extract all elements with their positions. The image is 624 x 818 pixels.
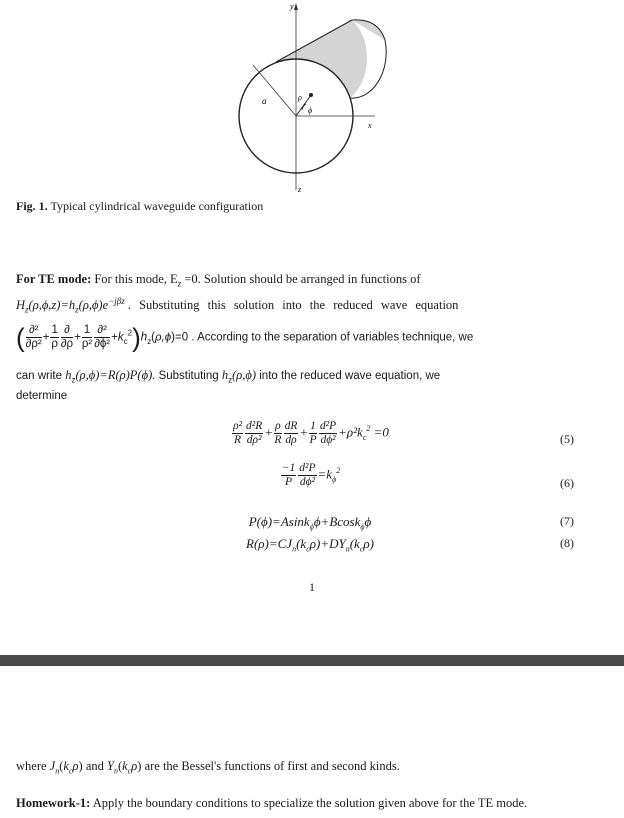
caption-text: Typical cylindrical waveguide configuration — [50, 199, 264, 213]
te-line-4: can write $h_z(\rho,\phi)=R(\rho)P(\phi)$. Substituting $h_z(\rho,\phi)$ into the reduced wave equation, we — [16, 368, 441, 385]
radius-a-label: a — [262, 96, 267, 106]
te-lead: For TE mode: — [16, 272, 92, 286]
page-number: 1 — [309, 580, 315, 594]
equation-6: $\frac{-1}{P}$ $\frac{\text{d²P}}{\text{dϕ²}}$ $=k_\phi^2$ — [281, 462, 341, 488]
bessel-sentence: where $J_n(k_c\rho)$ and $Y_n(k_c\rho)$ are the Bessel's functions of first and second kinds. — [16, 759, 400, 776]
te-line-5: determine — [16, 390, 68, 402]
page-separator — [0, 655, 624, 666]
equation-8: $R(\rho)=CJ_n(k_c\rho)+DY_n(k_c\rho)$ — [246, 536, 374, 554]
figure-caption — [16, 199, 263, 214]
te-line-1: For TE mode: For this mode, $E_z =0$. Solution should be arranged in functions of — [16, 272, 421, 289]
equation-5: $\frac{\text{ρ²}}{R}$ $\frac{\text{d²R}}{\text{dρ²}}$ + $\frac{\rho}{R}$ $\frac{dR}{d\rho}$ + $\frac{1}{P}$ $\frac{\text{d²P}}{\text{dϕ²}}$ $+\rho^2k_c^2 =0$ — [233, 420, 389, 446]
waveguide-figure — [210, 0, 410, 200]
equation-7-number: (7) — [560, 514, 574, 528]
equation-5-number: (5) — [560, 432, 574, 446]
homework-line — [16, 796, 608, 811]
axis-x-label: x — [368, 121, 372, 130]
te-line-2: $H_z(\rho,\phi,z)=h_z(\rho,\phi)e^{-j\beta z}$ . Substituting this solution into the reduced wave equation — [16, 296, 459, 315]
phi-label: ϕ — [308, 106, 313, 115]
rho-label: ρ — [298, 93, 302, 102]
equation-8-number: (8) — [560, 536, 574, 550]
te-line-3: ( $\frac{\text{∂²}}{\text{∂ρ²}}$ + $\frac{1}{\rho}$ $\frac{\partial}{\partial\rho}$ + $\frac{1}{\text{ρ²}}$ $\frac{\text{∂²}}{\text{∂ϕ²}}$ $+k_c^2)h_z(\rho,\phi)=0$ . According to the separation of variables technique, we — [16, 322, 474, 353]
axis-z-label: z — [298, 185, 302, 194]
caption-prefix: Fig. 1. — [16, 199, 48, 213]
axis-y-label: y — [290, 2, 294, 11]
equation-7: P(ϕ)=Asink$_\phi$ϕ+Bcosk$_\phi$ϕ — [248, 514, 372, 532]
homework-label: Homework-1: — [16, 796, 91, 810]
homework-text: Apply the boundary conditions to specialize the solution given above for the TE mode. — [92, 796, 528, 810]
te-mode-paragraph — [16, 272, 608, 412]
equation-6-number: (6) — [560, 476, 574, 490]
